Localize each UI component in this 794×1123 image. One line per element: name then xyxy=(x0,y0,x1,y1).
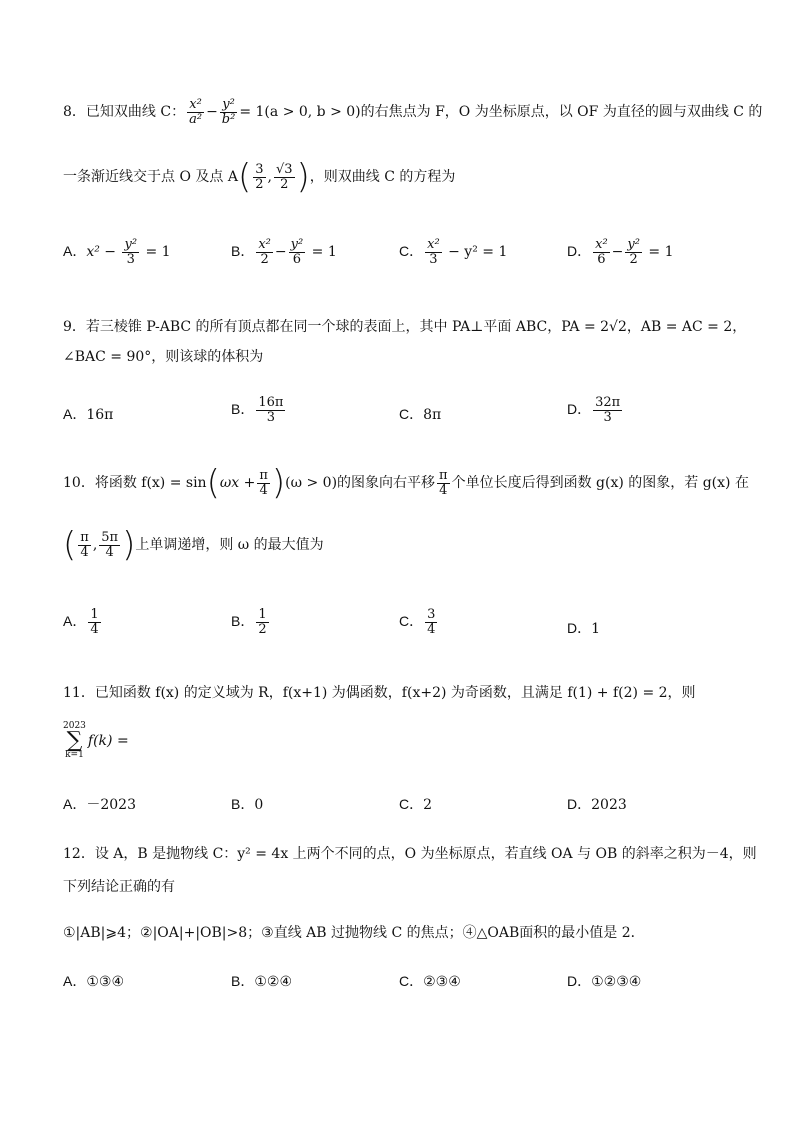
question-10-line-2: ( $\frac{\pi}{4}$ , $\frac{5\pi}{4}$ )上单调递增，则 ω 的最大值为 xyxy=(63,525,324,565)
option-d[interactable]: D．①②③④ xyxy=(567,973,642,990)
question-text: 已知双曲线 C： xyxy=(85,104,186,121)
fraction: $\frac{√3}{2}$ xyxy=(275,161,293,192)
option-a[interactable]: A．－2023 xyxy=(63,796,136,813)
option-b[interactable]: B． $\frac{\text{x²}}{2}$ − $\frac{\text{y²}}{6}$ = 1 xyxy=(231,237,337,267)
option-d[interactable]: D．1 xyxy=(567,620,601,637)
question-9-line-1: 9．若三棱锥 P-ABC 的所有顶点都在同一个球的表面上，其中 PA⊥平面 ABC，PA = 2√2，AB = AC = 2， xyxy=(63,319,747,335)
option-c[interactable]: C．2 xyxy=(399,796,433,813)
option-b[interactable]: B．0 xyxy=(231,796,264,813)
question-text: 一条渐近线交于点 O 及点 A xyxy=(63,169,238,185)
question-8-line-1: 8．已知双曲线 C： $\frac{\text{x²}}{\text{a²}}$ − $\frac{\text{y²}}{\text{b²}}$ = 1(a > 0, b > 0)的右焦点为 F，O 为坐标原点，以 OF 为直径的圆与双曲线 C 的 xyxy=(63,97,763,127)
option-c[interactable]: C．②③④ xyxy=(399,973,461,990)
question-12-line-2: 下列结论正确的有 xyxy=(63,879,175,895)
question-11-line-2: 2023 ∑ k=1 f(k) = xyxy=(63,721,129,760)
question-text: 10．将函数 f(x) = sin xyxy=(63,475,207,491)
question-text: 的右焦点为 F，O 为坐标原点，以 OF 为直径的圆与双曲线 C 的 xyxy=(360,104,763,121)
option-d[interactable]: D．2023 xyxy=(567,796,627,813)
question-text: ，则双曲线 C 的方程为 xyxy=(309,169,456,185)
question-number: 8． xyxy=(63,104,86,121)
math-expression: = 1(a > 0, b > 0) xyxy=(239,104,361,121)
fraction: $\frac{3}{2}$ xyxy=(255,161,264,192)
option-d[interactable]: D． $\frac{\text{x²}}{6}$ − $\frac{\text{y²}}{2}$ = 1 xyxy=(567,237,674,267)
option-b[interactable]: B． $\frac{16\pi}{3}$ xyxy=(231,395,284,425)
option-c[interactable]: C． $\frac{\text{x²}}{3}$ − y² = 1 xyxy=(399,237,508,267)
fraction: $\frac{\text{x²}}{\text{a²}}$ xyxy=(189,97,203,127)
option-a[interactable]: A．①③④ xyxy=(63,973,124,990)
summation: 2023 ∑ k=1 xyxy=(63,721,86,760)
question-9-line-2: ∠BAC = 90°，则该球的体积为 xyxy=(63,349,264,365)
option-a[interactable]: A．x² − $\frac{\text{y²}}{3}$ = 1 xyxy=(63,237,171,267)
option-a[interactable]: A． $\frac{1}{4}$ xyxy=(63,607,99,637)
question-10-line-1: 10．将函数 f(x) = sin(ωx + $\frac{\pi}{4}$ )(ω > 0)的图象向右平移 $\frac{\pi}{4}$ 个单位长度后得到函数 g(x) 的图象，若 g(x) 在 xyxy=(63,463,749,503)
question-12-line-3: ①|AB|⩾4；②|OA|+|OB|>8；③直线 AB 过抛物线 C 的焦点；④△OAB面积的最小值是 2． xyxy=(63,925,645,941)
option-b[interactable]: B．①②④ xyxy=(231,973,292,990)
question-12-line-1: 12．设 A，B 是抛物线 C：y² = 4x 上两个不同的点，O 为坐标原点，若直线 OA 与 OB 的斜率之积为－4，则 xyxy=(63,846,757,862)
question-11-line-1: 11．已知函数 f(x) 的定义域为 R，f(x+1) 为偶函数，f(x+2) 为奇函数，且满足 f(1) + f(2) = 2，则 xyxy=(63,685,696,701)
question-8-line-2: 一条渐近线交于点 O 及点 A( $\frac{3}{2}$ , $\frac{√3}{2}$ )，则双曲线 C 的方程为 xyxy=(63,157,456,197)
option-d[interactable]: D． $\frac{32\pi}{3}$ xyxy=(567,395,621,425)
option-a[interactable]: A．16π xyxy=(63,406,114,423)
option-c[interactable]: C． $\frac{3}{4}$ xyxy=(399,607,436,637)
option-b[interactable]: B． $\frac{1}{2}$ xyxy=(231,607,267,637)
fraction: $\frac{\text{y²}}{\text{b²}}$ xyxy=(221,97,236,127)
option-c[interactable]: C．8π xyxy=(399,406,442,423)
